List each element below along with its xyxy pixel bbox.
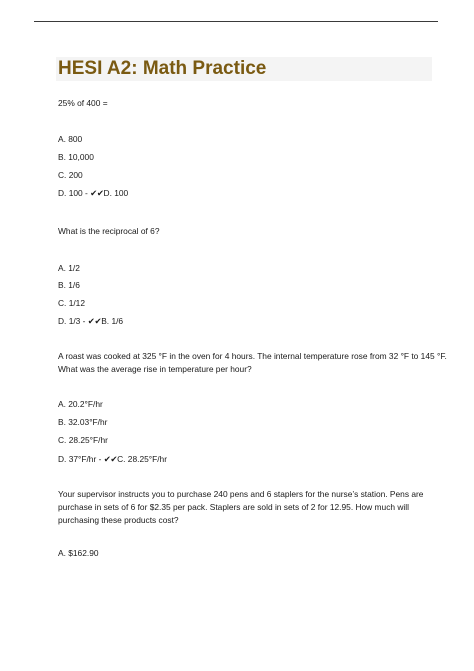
question-3-option-a: A. 20.2°F/hr: [58, 399, 103, 409]
question-1-answer: D. 100: [103, 188, 129, 198]
question-1-option-d-row: [58, 188, 128, 199]
top-rule: [34, 21, 438, 22]
page-title: HESI A2: Math Practice: [58, 58, 267, 79]
question-1-option-a: A. 800: [58, 134, 83, 144]
question-2-option-d: D. 1/3 -: [58, 316, 86, 326]
question-2-answer: B. 1/6: [101, 316, 124, 326]
question-1-prompt: 25% of 400 =: [58, 98, 108, 108]
question-2-option-d-row: [58, 316, 123, 327]
question-2-option-c: C. 1/12: [58, 298, 86, 308]
question-3-option-c: C. 28.25°F/hr: [58, 435, 108, 445]
question-3-option-b: B. 32.03°F/hr: [58, 417, 108, 427]
question-4-prompt-line-2: purchase in sets of 6 for $2.35 per pack. Staplers are sold in sets of 2 for 12.95. How much will: [58, 502, 409, 512]
question-4-option-a: A. $162.90: [58, 548, 99, 558]
check-mark-icon: ✔✔: [87, 316, 102, 326]
question-1-option-d: D. 100 -: [58, 188, 88, 198]
question-2-option-b: B. 1/6: [58, 280, 80, 290]
question-3-answer: C. 28.25°F/hr: [117, 454, 168, 464]
question-1-option-b: B. 10,000: [58, 152, 94, 162]
question-3-option-d: D. 37°F/hr -: [58, 454, 102, 464]
question-4-prompt-line-1: Your supervisor instructs you to purchase 240 pens and 6 staplers for the nurse’s station. Pens are: [58, 489, 424, 499]
check-mark-icon: ✔✔: [103, 454, 118, 464]
question-2-option-a: A. 1/2: [58, 263, 80, 273]
check-mark-icon: ✔✔: [90, 188, 104, 198]
question-1-option-c: C. 200: [58, 170, 83, 180]
question-3-prompt-line-1: A roast was cooked at 325 °F in the oven for 4 hours. The internal temperature rose from 32 °F to 145 °F.: [58, 351, 447, 361]
question-4-prompt-line-3: purchasing these products cost?: [58, 515, 179, 525]
question-3-prompt-line-2: What was the average rise in temperature per hour?: [58, 364, 252, 374]
question-3-option-d-row: [58, 454, 167, 465]
question-2-prompt: What is the reciprocal of 6?: [58, 226, 160, 236]
